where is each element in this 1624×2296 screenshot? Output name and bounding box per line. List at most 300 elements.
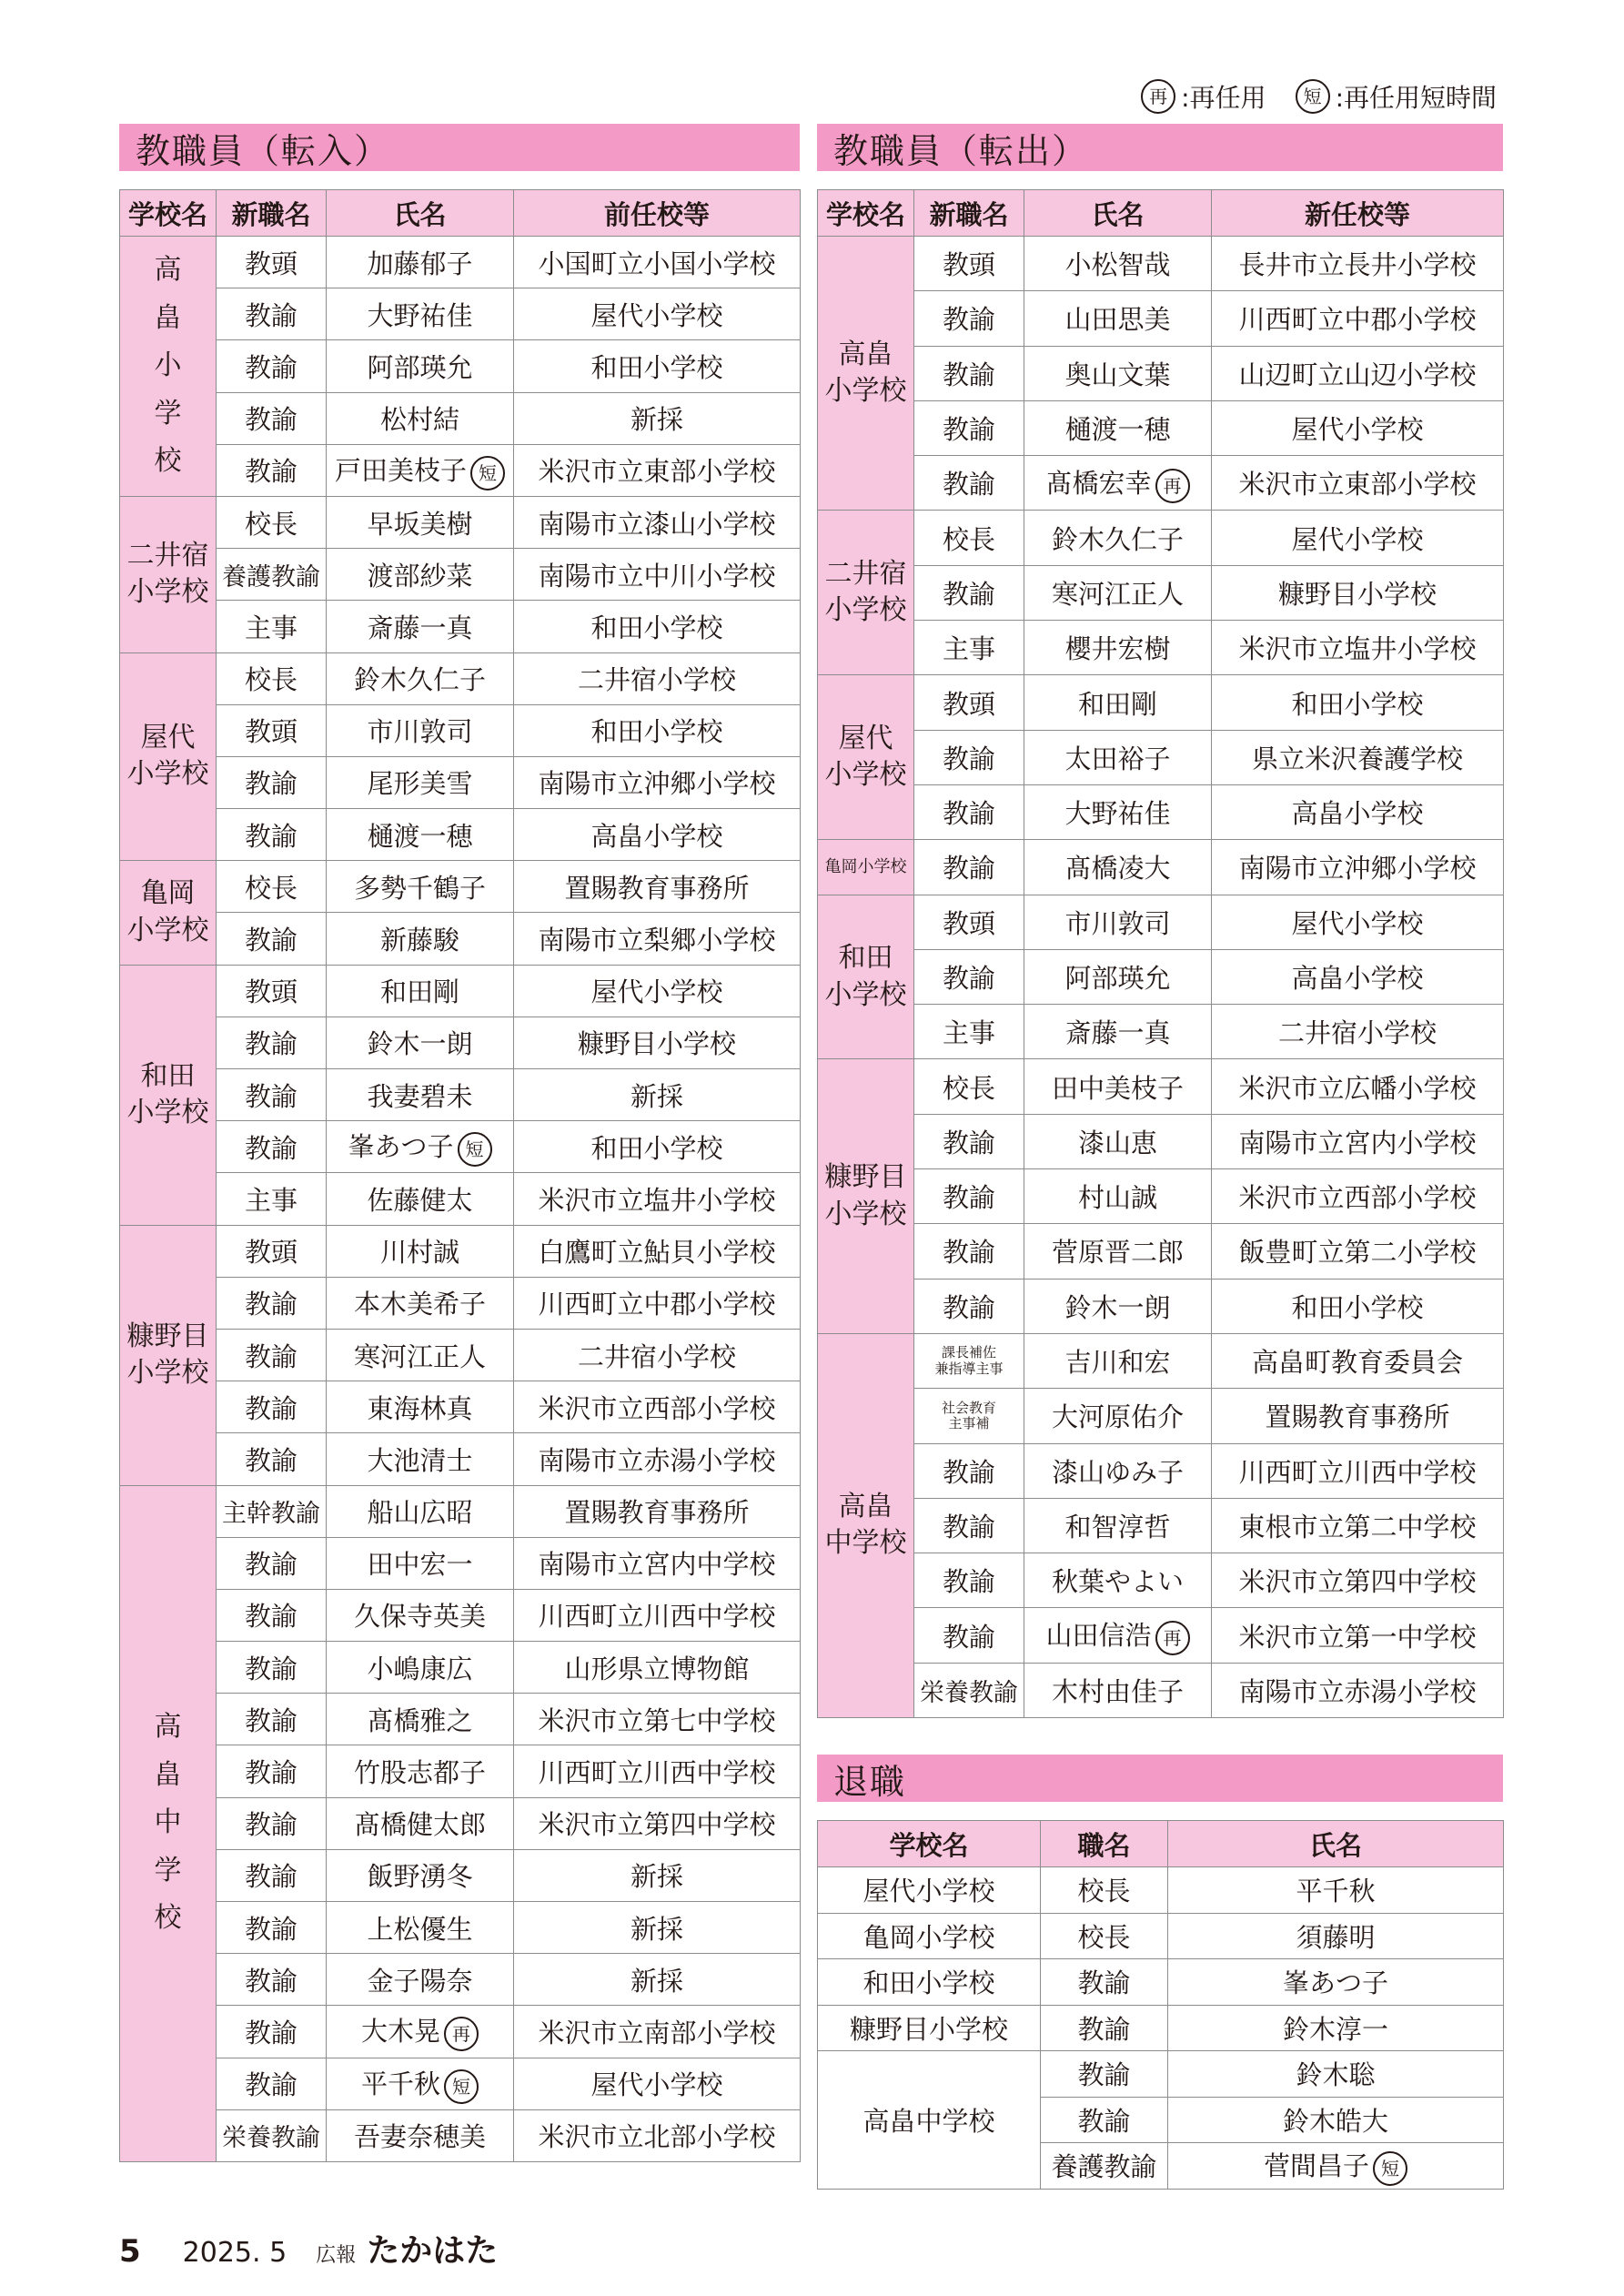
staff-name: 寒河江正人 <box>353 1340 486 1372</box>
staff-name-cell <box>327 1433 514 1485</box>
staff-name: 山田信浩 <box>1045 1620 1152 1652</box>
staff-name-cell <box>327 652 514 704</box>
staff-name-cell <box>327 704 514 756</box>
transfer-out-table <box>817 189 1504 1718</box>
position-cell: 教諭 <box>217 1381 327 1433</box>
position-cell: 教諭 <box>217 1069 327 1121</box>
page-footer <box>119 2225 498 2271</box>
staff-name-cell <box>327 1537 514 1589</box>
position-cell: 教諭 <box>914 291 1024 346</box>
staff-name: 鈴木一朗 <box>367 1028 473 1060</box>
staff-name-cell <box>1168 1913 1504 1959</box>
school-destination-cell: 県立米沢養護学校 <box>1212 730 1504 784</box>
staff-name: 木村由佳子 <box>1051 1675 1184 1707</box>
staff-name: 吾妻奈穂美 <box>353 2121 486 2153</box>
school-destination-cell: 屋代小学校 <box>1212 400 1504 455</box>
staff-name: 和智淳哲 <box>1064 1511 1171 1542</box>
staff-name-cell <box>1024 1389 1212 1443</box>
staff-name-cell <box>1024 1608 1212 1663</box>
school-name-cell: 和田 小学校 <box>818 895 914 1059</box>
position-cell: 教諭 <box>217 1433 327 1485</box>
position-cell: 校長 <box>217 652 327 704</box>
position-cell: 教諭 <box>217 1329 327 1381</box>
staff-name-cell <box>327 1745 514 1797</box>
staff-name: 多勢千鶴子 <box>353 872 486 904</box>
staff-name: 斎藤一真 <box>1064 1017 1171 1049</box>
table-row <box>120 1849 801 1901</box>
school-destination-cell: 白鷹町立鮎貝小学校 <box>514 1225 801 1277</box>
table-row <box>120 1381 801 1433</box>
school-destination-cell: 米沢市立第一中学校 <box>1212 1608 1504 1663</box>
school-destination-cell: 川西町立川西中学校 <box>1212 1443 1504 1498</box>
table-row <box>818 840 1504 895</box>
school-destination-cell: 米沢市立第四中学校 <box>1212 1553 1504 1608</box>
staff-name-cell <box>1024 1553 1212 1608</box>
table-row <box>818 1553 1504 1608</box>
school-destination-cell: 山辺町立山辺小学校 <box>1212 346 1504 400</box>
table-row <box>120 652 801 704</box>
staff-name-cell <box>327 965 514 1017</box>
staff-name-cell <box>327 340 514 392</box>
position-cell: 教諭 <box>217 1745 327 1797</box>
transfer-in-title: 教職員（転入） <box>119 124 800 171</box>
staff-name-cell <box>1024 346 1212 400</box>
position-cell: 校長 <box>217 861 327 913</box>
staff-name: 峯あつ子 <box>1282 1967 1388 1999</box>
staff-name: 峯あつ子 <box>348 1131 454 1163</box>
position-cell: 教諭 <box>914 784 1024 839</box>
staff-name: 金子陽奈 <box>367 1965 473 1997</box>
position-cell: 教諭 <box>217 1277 327 1329</box>
legend-saininyo <box>1137 78 1266 115</box>
table-row <box>120 1329 801 1381</box>
table-row <box>120 288 801 340</box>
staff-name: 樋渡一穂 <box>1064 414 1171 446</box>
position-cell: 教諭 <box>914 1169 1024 1224</box>
school-destination-cell: 和田小学校 <box>514 601 801 652</box>
table-row <box>818 565 1504 620</box>
staff-name: 菅間昌子 <box>1263 2149 1369 2181</box>
table-row <box>818 2005 1504 2051</box>
position-cell: 教諭 <box>217 288 327 340</box>
position-cell: 教諭 <box>217 1537 327 1589</box>
table-row <box>120 1069 801 1121</box>
school-name-cell: 亀岡小学校 <box>818 1913 1041 1959</box>
table-row <box>818 1663 1504 1717</box>
header-previous: 前任校等 <box>514 190 801 237</box>
staff-name: 田中美枝子 <box>1051 1072 1184 1104</box>
table-row <box>120 1225 801 1277</box>
table-row <box>818 621 1504 675</box>
transfer-out-column <box>817 124 1503 1718</box>
school-destination-cell: 和田小学校 <box>514 1121 801 1173</box>
staff-name: 須藤明 <box>1296 1921 1376 1953</box>
publication-name: たかはた <box>367 2232 499 2270</box>
position-cell: 校長 <box>1041 1913 1168 1959</box>
school-name-cell: 高 畠 小 学 校 <box>120 237 217 497</box>
koho-label: 広報 <box>316 2244 357 2267</box>
staff-name: 大河原佑介 <box>1051 1401 1184 1433</box>
table-row <box>818 1005 1504 1059</box>
table-row <box>818 1114 1504 1168</box>
header-name: 氏名 <box>327 190 514 237</box>
school-destination-cell: 新採 <box>514 1902 801 1954</box>
school-destination-cell: 米沢市立西部小学校 <box>514 1381 801 1433</box>
school-destination-cell: 置賜教育事務所 <box>514 1485 801 1537</box>
table-row <box>818 511 1504 565</box>
header-name: 氏名 <box>1168 1821 1504 1867</box>
staff-name: 田中宏一 <box>367 1549 473 1581</box>
staff-name: 小嶋康広 <box>367 1653 473 1684</box>
position-cell: 教諭 <box>217 1902 327 1954</box>
staff-name: 本木美希子 <box>353 1289 486 1320</box>
table-row <box>818 1224 1504 1279</box>
table-row <box>120 1797 801 1849</box>
staff-name-cell <box>327 601 514 652</box>
staff-name-cell <box>1024 400 1212 455</box>
table-row <box>120 340 801 392</box>
staff-name: 渡部紗菜 <box>367 560 473 592</box>
staff-name-cell <box>327 913 514 965</box>
table-row <box>818 1913 1504 1959</box>
tan-mark-icon: 短 <box>470 456 505 491</box>
table-row <box>818 784 1504 839</box>
staff-name: 松村結 <box>379 404 459 436</box>
staff-name: 飯野湧冬 <box>367 1861 473 1893</box>
staff-name: 鈴木淳一 <box>1282 2013 1388 2045</box>
school-destination-cell: 新採 <box>514 392 801 444</box>
tan-mark-icon: 短 <box>1296 79 1330 114</box>
staff-name: 阿部瑛允 <box>1064 963 1171 994</box>
table-row <box>818 1498 1504 1553</box>
position-cell: 教諭 <box>1041 2051 1168 2098</box>
position-cell: 教諭 <box>914 1279 1024 1333</box>
tan-mark-icon: 短 <box>458 1132 492 1167</box>
staff-name-cell <box>1024 1224 1212 1279</box>
staff-name-cell <box>327 756 514 808</box>
table-header-row <box>120 190 801 237</box>
table-row <box>818 1333 1504 1388</box>
staff-name: 漆山恵 <box>1077 1127 1157 1158</box>
staff-name-cell <box>327 1329 514 1381</box>
staff-name-cell <box>327 444 514 496</box>
staff-name-cell <box>1024 1443 1212 1498</box>
staff-name-cell <box>327 1121 514 1173</box>
position-cell: 教諭 <box>217 2006 327 2058</box>
table-row <box>120 1277 801 1329</box>
staff-name: 村山誠 <box>1077 1182 1157 1214</box>
school-name-cell: 糠野目小学校 <box>818 2005 1041 2051</box>
legend-sai-label: :再任用 <box>1181 83 1266 113</box>
school-destination-cell: 東根市立第二中学校 <box>1212 1498 1504 1553</box>
staff-name-cell <box>327 1954 514 2006</box>
staff-name: 川村誠 <box>379 1237 459 1269</box>
position-cell: 教頭 <box>217 237 327 288</box>
position-cell: 校長 <box>914 1059 1024 1114</box>
staff-name-cell <box>327 392 514 444</box>
position-cell: 教諭 <box>914 565 1024 620</box>
header-next: 新任校等 <box>1212 190 1504 237</box>
table-row <box>120 1173 801 1225</box>
school-destination-cell: 米沢市立南部小学校 <box>514 2006 801 2058</box>
table-row <box>818 2051 1504 2098</box>
school-name-cell: 高 畠 中 学 校 <box>120 1485 217 2161</box>
staff-name: 平千秋 <box>1296 1876 1376 1907</box>
staff-name: 竹股志都子 <box>353 1757 486 1789</box>
staff-name-cell <box>1168 2051 1504 2098</box>
school-destination-cell: 南陽市立梨郷小学校 <box>514 913 801 965</box>
header-school: 学校名 <box>818 1821 1041 1867</box>
staff-name-cell <box>1168 2005 1504 2051</box>
staff-name-cell <box>1168 1959 1504 2006</box>
staff-name-cell <box>1168 1867 1504 1914</box>
staff-name-cell <box>327 288 514 340</box>
position-cell: 養護教諭 <box>217 549 327 601</box>
school-destination-cell: 高畠小学校 <box>1212 784 1504 839</box>
staff-name: 阿部瑛允 <box>367 351 473 383</box>
school-destination-cell: 米沢市立西部小学校 <box>1212 1169 1504 1224</box>
school-destination-cell: 高畠小学校 <box>1212 949 1504 1004</box>
table-header-row <box>818 190 1504 237</box>
table-row <box>120 2006 801 2058</box>
position-cell: 教諭 <box>914 456 1024 511</box>
staff-name-cell <box>1024 456 1212 511</box>
school-destination-cell: 米沢市立東部小学校 <box>1212 456 1504 511</box>
school-destination-cell: 和田小学校 <box>1212 1279 1504 1333</box>
school-destination-cell: 長井市立長井小学校 <box>1212 237 1504 291</box>
staff-name: 久保寺英美 <box>353 1601 486 1633</box>
school-destination-cell: 屋代小学校 <box>1212 895 1504 949</box>
school-destination-cell: 二井宿小学校 <box>514 1329 801 1381</box>
position-cell: 教諭 <box>914 400 1024 455</box>
staff-name-cell <box>327 1797 514 1849</box>
staff-name-cell <box>1024 949 1212 1004</box>
school-destination-cell: 米沢市立広幡小学校 <box>1212 1059 1504 1114</box>
table-row <box>120 237 801 288</box>
staff-name: 新藤駿 <box>379 925 459 956</box>
staff-name: 東海林真 <box>367 1392 473 1424</box>
staff-name-cell <box>1168 2097 1504 2143</box>
school-destination-cell: 屋代小学校 <box>514 288 801 340</box>
position-cell: 主幹教諭 <box>217 1485 327 1537</box>
staff-name: 大池清士 <box>367 1444 473 1476</box>
staff-name: 我妻碧未 <box>367 1080 473 1112</box>
staff-name-cell <box>1024 511 1212 565</box>
staff-name: 平千秋 <box>360 2068 440 2099</box>
staff-name-cell <box>1024 565 1212 620</box>
tan-mark-icon: 短 <box>1373 2151 1407 2186</box>
position-cell: 教頭 <box>217 1225 327 1277</box>
position-cell: 教諭 <box>217 1589 327 1641</box>
staff-name: 佐藤健太 <box>367 1184 473 1216</box>
school-name-cell: 高畠中学校 <box>818 2051 1041 2190</box>
table-row <box>818 291 1504 346</box>
staff-name: 市川敦司 <box>1064 907 1171 939</box>
school-destination-cell: 屋代小学校 <box>514 965 801 1017</box>
staff-name: 小松智哉 <box>1064 249 1171 281</box>
sai-mark-icon: 再 <box>1155 1621 1190 1655</box>
staff-name: 大野祐佳 <box>1064 798 1171 830</box>
transfer-in-table <box>119 189 801 2162</box>
staff-name: 大木晃 <box>360 2016 440 2048</box>
tan-mark-icon: 短 <box>444 2069 479 2104</box>
table-row <box>818 1608 1504 1663</box>
position-cell: 教諭 <box>217 2058 327 2109</box>
staff-name-cell <box>327 1381 514 1433</box>
staff-name-cell <box>327 549 514 601</box>
table-row <box>818 730 1504 784</box>
staff-name: 髙橋凌大 <box>1064 853 1171 885</box>
school-destination-cell: 飯豊町立第二小学校 <box>1212 1224 1504 1279</box>
school-destination-cell: 米沢市立塩井小学校 <box>1212 621 1504 675</box>
staff-name: 戸田美枝子 <box>334 454 467 486</box>
table-row <box>818 1279 1504 1333</box>
position-cell: 教諭 <box>217 1017 327 1068</box>
header-position: 新職名 <box>217 190 327 237</box>
staff-name: 尾形美雪 <box>367 768 473 800</box>
staff-name-cell <box>1024 840 1212 895</box>
staff-name-cell <box>1024 1498 1212 1553</box>
school-name-cell: 屋代 小学校 <box>818 675 914 840</box>
staff-name: 漆山ゆみ子 <box>1051 1456 1184 1488</box>
issue-date: 2025. 5 <box>182 2237 287 2269</box>
staff-name-cell <box>327 1589 514 1641</box>
school-name-cell: 糠野目 小学校 <box>120 1225 217 1485</box>
staff-name: 髙橋宏幸 <box>1045 467 1152 499</box>
table-row <box>120 496 801 548</box>
table-row <box>120 444 801 496</box>
staff-name-cell <box>327 1069 514 1121</box>
table-row <box>120 756 801 808</box>
legend-tan-label: :再任用短時間 <box>1335 83 1497 113</box>
staff-name: 鈴木久仁子 <box>1051 523 1184 555</box>
staff-name: 髙橋健太郎 <box>353 1809 486 1841</box>
position-cell: 栄養教諭 <box>217 2109 327 2161</box>
school-destination-cell: 屋代小学校 <box>514 2058 801 2109</box>
school-destination-cell: 川西町立川西中学校 <box>514 1589 801 1641</box>
school-destination-cell: 南陽市立中川小学校 <box>514 549 801 601</box>
table-row <box>818 1389 1504 1443</box>
staff-name-cell <box>1024 237 1212 291</box>
table-row <box>818 237 1504 291</box>
staff-name-cell <box>327 496 514 548</box>
table-row <box>120 1694 801 1745</box>
transfer-out-title: 教職員（転出） <box>817 124 1503 171</box>
position-cell: 養護教諭 <box>1041 2143 1168 2190</box>
school-destination-cell: 高畠小学校 <box>514 809 801 861</box>
position-cell: 教諭 <box>914 346 1024 400</box>
position-cell: 教諭 <box>217 756 327 808</box>
school-name-cell: 和田小学校 <box>818 1959 1041 2006</box>
position-cell: 教諭 <box>914 1498 1024 1553</box>
staff-name-cell <box>1024 291 1212 346</box>
page-number: 5 <box>119 2233 141 2270</box>
staff-name-cell <box>1024 895 1212 949</box>
staff-name-cell <box>327 2109 514 2161</box>
school-name-cell: 糠野目 小学校 <box>818 1059 914 1333</box>
table-row <box>818 675 1504 730</box>
school-destination-cell: 南陽市立赤湯小学校 <box>514 1433 801 1485</box>
staff-name: 市川敦司 <box>367 716 473 748</box>
school-destination-cell: 川西町立中郡小学校 <box>514 1277 801 1329</box>
position-cell: 教諭 <box>1041 2005 1168 2051</box>
school-destination-cell: 米沢市立第四中学校 <box>514 1797 801 1849</box>
table-row <box>120 1589 801 1641</box>
position-cell: 校長 <box>914 511 1024 565</box>
school-destination-cell: 和田小学校 <box>514 340 801 392</box>
school-destination-cell: 新採 <box>514 1954 801 2006</box>
staff-name: 船山広昭 <box>367 1497 473 1529</box>
table-row <box>120 1642 801 1694</box>
staff-name-cell <box>1024 784 1212 839</box>
table-row <box>120 1537 801 1589</box>
school-destination-cell: 新採 <box>514 1849 801 1901</box>
staff-name-cell <box>327 1642 514 1694</box>
position-cell: 教諭 <box>914 1608 1024 1663</box>
staff-name-cell <box>327 1225 514 1277</box>
staff-name: 奥山文葉 <box>1064 359 1171 390</box>
staff-name: 菅原晋二郎 <box>1051 1237 1184 1269</box>
staff-name-cell <box>1024 1005 1212 1059</box>
table-row <box>120 1954 801 2006</box>
table-row <box>818 1059 1504 1114</box>
position-cell: 主事 <box>914 621 1024 675</box>
staff-name-cell <box>327 1017 514 1068</box>
position-cell: 教諭 <box>217 444 327 496</box>
staff-name-cell <box>1024 621 1212 675</box>
staff-name-cell <box>327 1485 514 1537</box>
staff-name: 鈴木久仁子 <box>353 664 486 696</box>
staff-name-cell <box>1024 1169 1212 1224</box>
position-cell: 教諭 <box>1041 1959 1168 2006</box>
staff-name: 斎藤一真 <box>367 612 473 643</box>
position-cell: 教頭 <box>914 237 1024 291</box>
table-row <box>818 895 1504 949</box>
school-destination-cell: 川西町立中郡小学校 <box>1212 291 1504 346</box>
staff-name: 和田剛 <box>379 976 459 1008</box>
school-name-cell: 屋代 小学校 <box>120 652 217 861</box>
school-name-cell: 二井宿 小学校 <box>120 496 217 652</box>
staff-name: 寒河江正人 <box>1051 578 1184 610</box>
staff-name-cell <box>1024 1333 1212 1388</box>
school-destination-cell: 南陽市立沖郷小学校 <box>1212 840 1504 895</box>
table-header-row <box>818 1821 1504 1867</box>
school-destination-cell: 小国町立小国小学校 <box>514 237 801 288</box>
position-cell: 課長補佐 兼指導主事 <box>914 1333 1024 1388</box>
school-destination-cell: 南陽市立宮内小学校 <box>1212 1114 1504 1168</box>
staff-name: 和田剛 <box>1077 688 1157 720</box>
school-destination-cell: 和田小学校 <box>1212 675 1504 730</box>
school-destination-cell: 米沢市立第七中学校 <box>514 1694 801 1745</box>
table-row <box>120 913 801 965</box>
staff-name: 鈴木聡 <box>1296 2059 1376 2091</box>
school-destination-cell: 米沢市立東部小学校 <box>514 444 801 496</box>
retirement-title: 退職 <box>817 1755 1503 1802</box>
staff-name-cell <box>327 1849 514 1901</box>
school-name-cell: 亀岡小学校 <box>818 840 914 895</box>
school-name-cell: 和田 小学校 <box>120 965 217 1225</box>
staff-name: 樋渡一穂 <box>367 820 473 852</box>
position-cell: 栄養教諭 <box>914 1663 1024 1717</box>
header-position: 職名 <box>1041 1821 1168 1867</box>
staff-name-cell <box>1024 675 1212 730</box>
staff-name-cell <box>327 1173 514 1225</box>
school-destination-cell: 置賜教育事務所 <box>1212 1389 1504 1443</box>
school-name-cell: 高畠 小学校 <box>818 237 914 511</box>
header-position: 新職名 <box>914 190 1024 237</box>
position-cell: 教頭 <box>914 895 1024 949</box>
school-name-cell: 屋代小学校 <box>818 1867 1041 1914</box>
